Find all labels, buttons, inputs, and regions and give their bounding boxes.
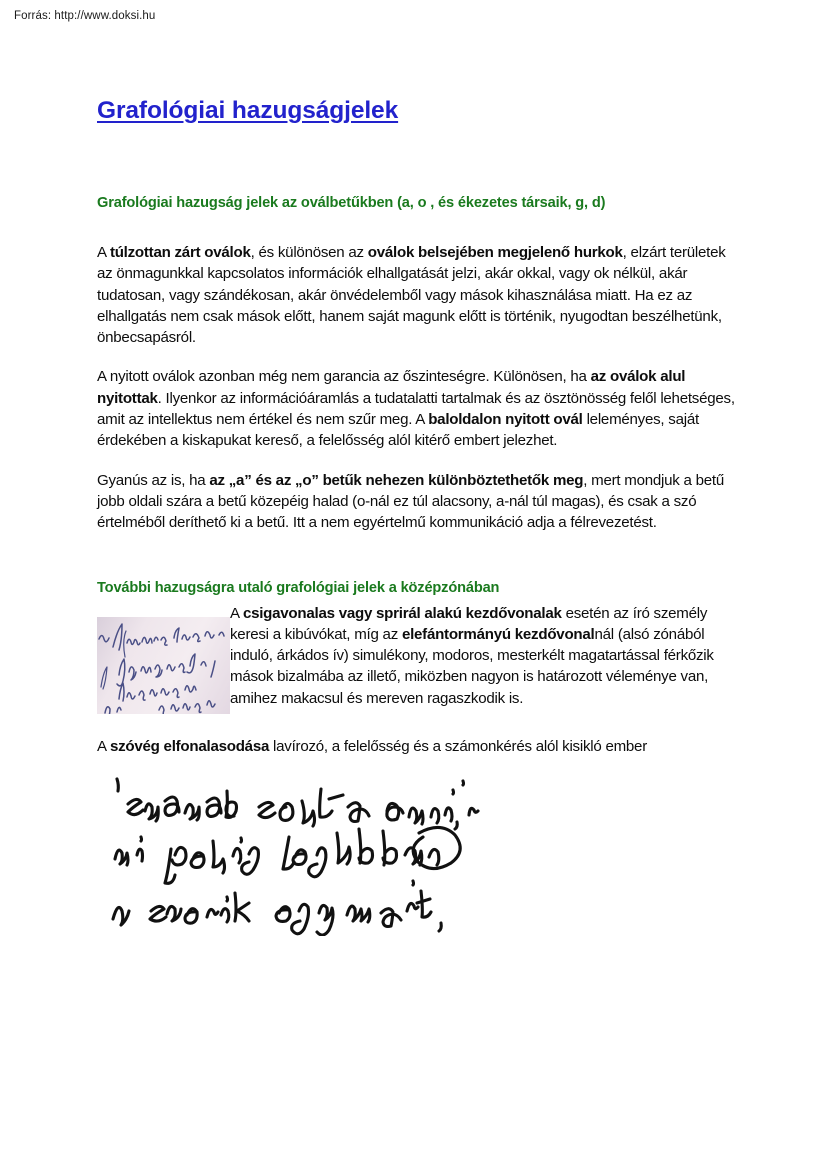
paragraph-closed-ovals [97,214,742,348]
emphasis-run: túlzottan zárt oválok [109,244,251,261]
emphasis-run: az „a” és az „o” betűk nehezen különböztethetők meg [209,471,584,489]
paragraph-ambiguous-letters [97,452,742,534]
section-heading-middle-zone: További hazugságra utaló grafológiai jelek a középzónában [97,579,500,596]
page-title: Grafológiai hazugságjelek [97,97,399,124]
text-run: leleményes, saját érdekében a kiskapukat kereső, a felelősség alól kitérő embert jelezhet. [97,411,699,450]
document-body [97,0,742,936]
figure-and-text-block [97,599,742,714]
emphasis-run: baloldalon nyitott ovál [428,411,583,429]
emphasis-run: oválok belsejében megjelenő hurkok [367,244,623,261]
text-run: A [230,604,243,622]
handwriting-strokes-blue [97,617,230,714]
emphasis-run: az oválok alul nyitottak [97,368,686,407]
handwriting-strokes-black [97,771,497,936]
text-run: , elzárt területek az önmagunkkal kapcsolatos információk elhallgatását jelzi, akár okkal, vagy ok nélkül, akár tudatosan, vagy szándékosan, akár önvédelemből vagy mások kihasználása miatt. Ha ez az elhallgatás nem csak mások előtt, hanem saját magunk előtt is történik, nyugodtan beszélhetünk, önbecsapásról. [97,244,726,347]
text-run: , és különösen az [250,244,368,261]
handwriting-sample-large-image [97,771,497,936]
source-url-label: Forrás: http://www.doksi.hu [14,10,156,22]
emphasis-run: szóvég elfonalasodása [109,737,270,755]
text-run: A [97,244,110,261]
handwriting-sample-small-image [97,617,230,714]
text-run: lavírozó, a felelősség és a számonkérés alól kisikló ember [269,737,647,755]
text-run: . Ilyenkor az információáramlás a tudatalatti tartalmak és az ösztönösség felől lehetséges, amit az intellektus nem értékel és nem szűr meg. A [97,389,735,429]
text-run: Gyanús az is, ha [97,471,210,489]
paragraph-open-ovals [97,348,742,451]
emphasis-run: elefántormányú kezdővonal [401,625,595,643]
text-run: nál (alsó zónából induló, árkádos ív) simulékony, modoros, mesterkélt magatartással férkőzik mások bizalmába az illető, miközben nagyon is határozott véleménye van, amihez makacsul és mereven ragaszkodik is. [230,625,714,707]
paragraph-word-ending-threading [97,714,742,757]
text-run: A nyitott oválok azonban még nem garancia az őszinteségre. Különösen, ha [97,368,591,386]
text-run: , mert mondjuk a betű jobb oldali szára a betű közepéig halad (o-nál ez túl alacsony, a-nál túl magas), és csak a szó értelméből deríthető ki a betű. Itt a nem egyértelmű kommunikáció adja a félrevezetést. [97,471,724,532]
text-run: A [97,737,110,755]
section-heading-ovals: Grafológiai hazugság jelek az oválbetűkben (a, o , és ékezetes társaik, g, d) [97,195,606,211]
text-run: esetén az író személy keresi a kibúvókat, míg az [230,604,708,643]
emphasis-run: csigavonalas vagy sprirál alakú kezdővonalak [242,604,562,622]
